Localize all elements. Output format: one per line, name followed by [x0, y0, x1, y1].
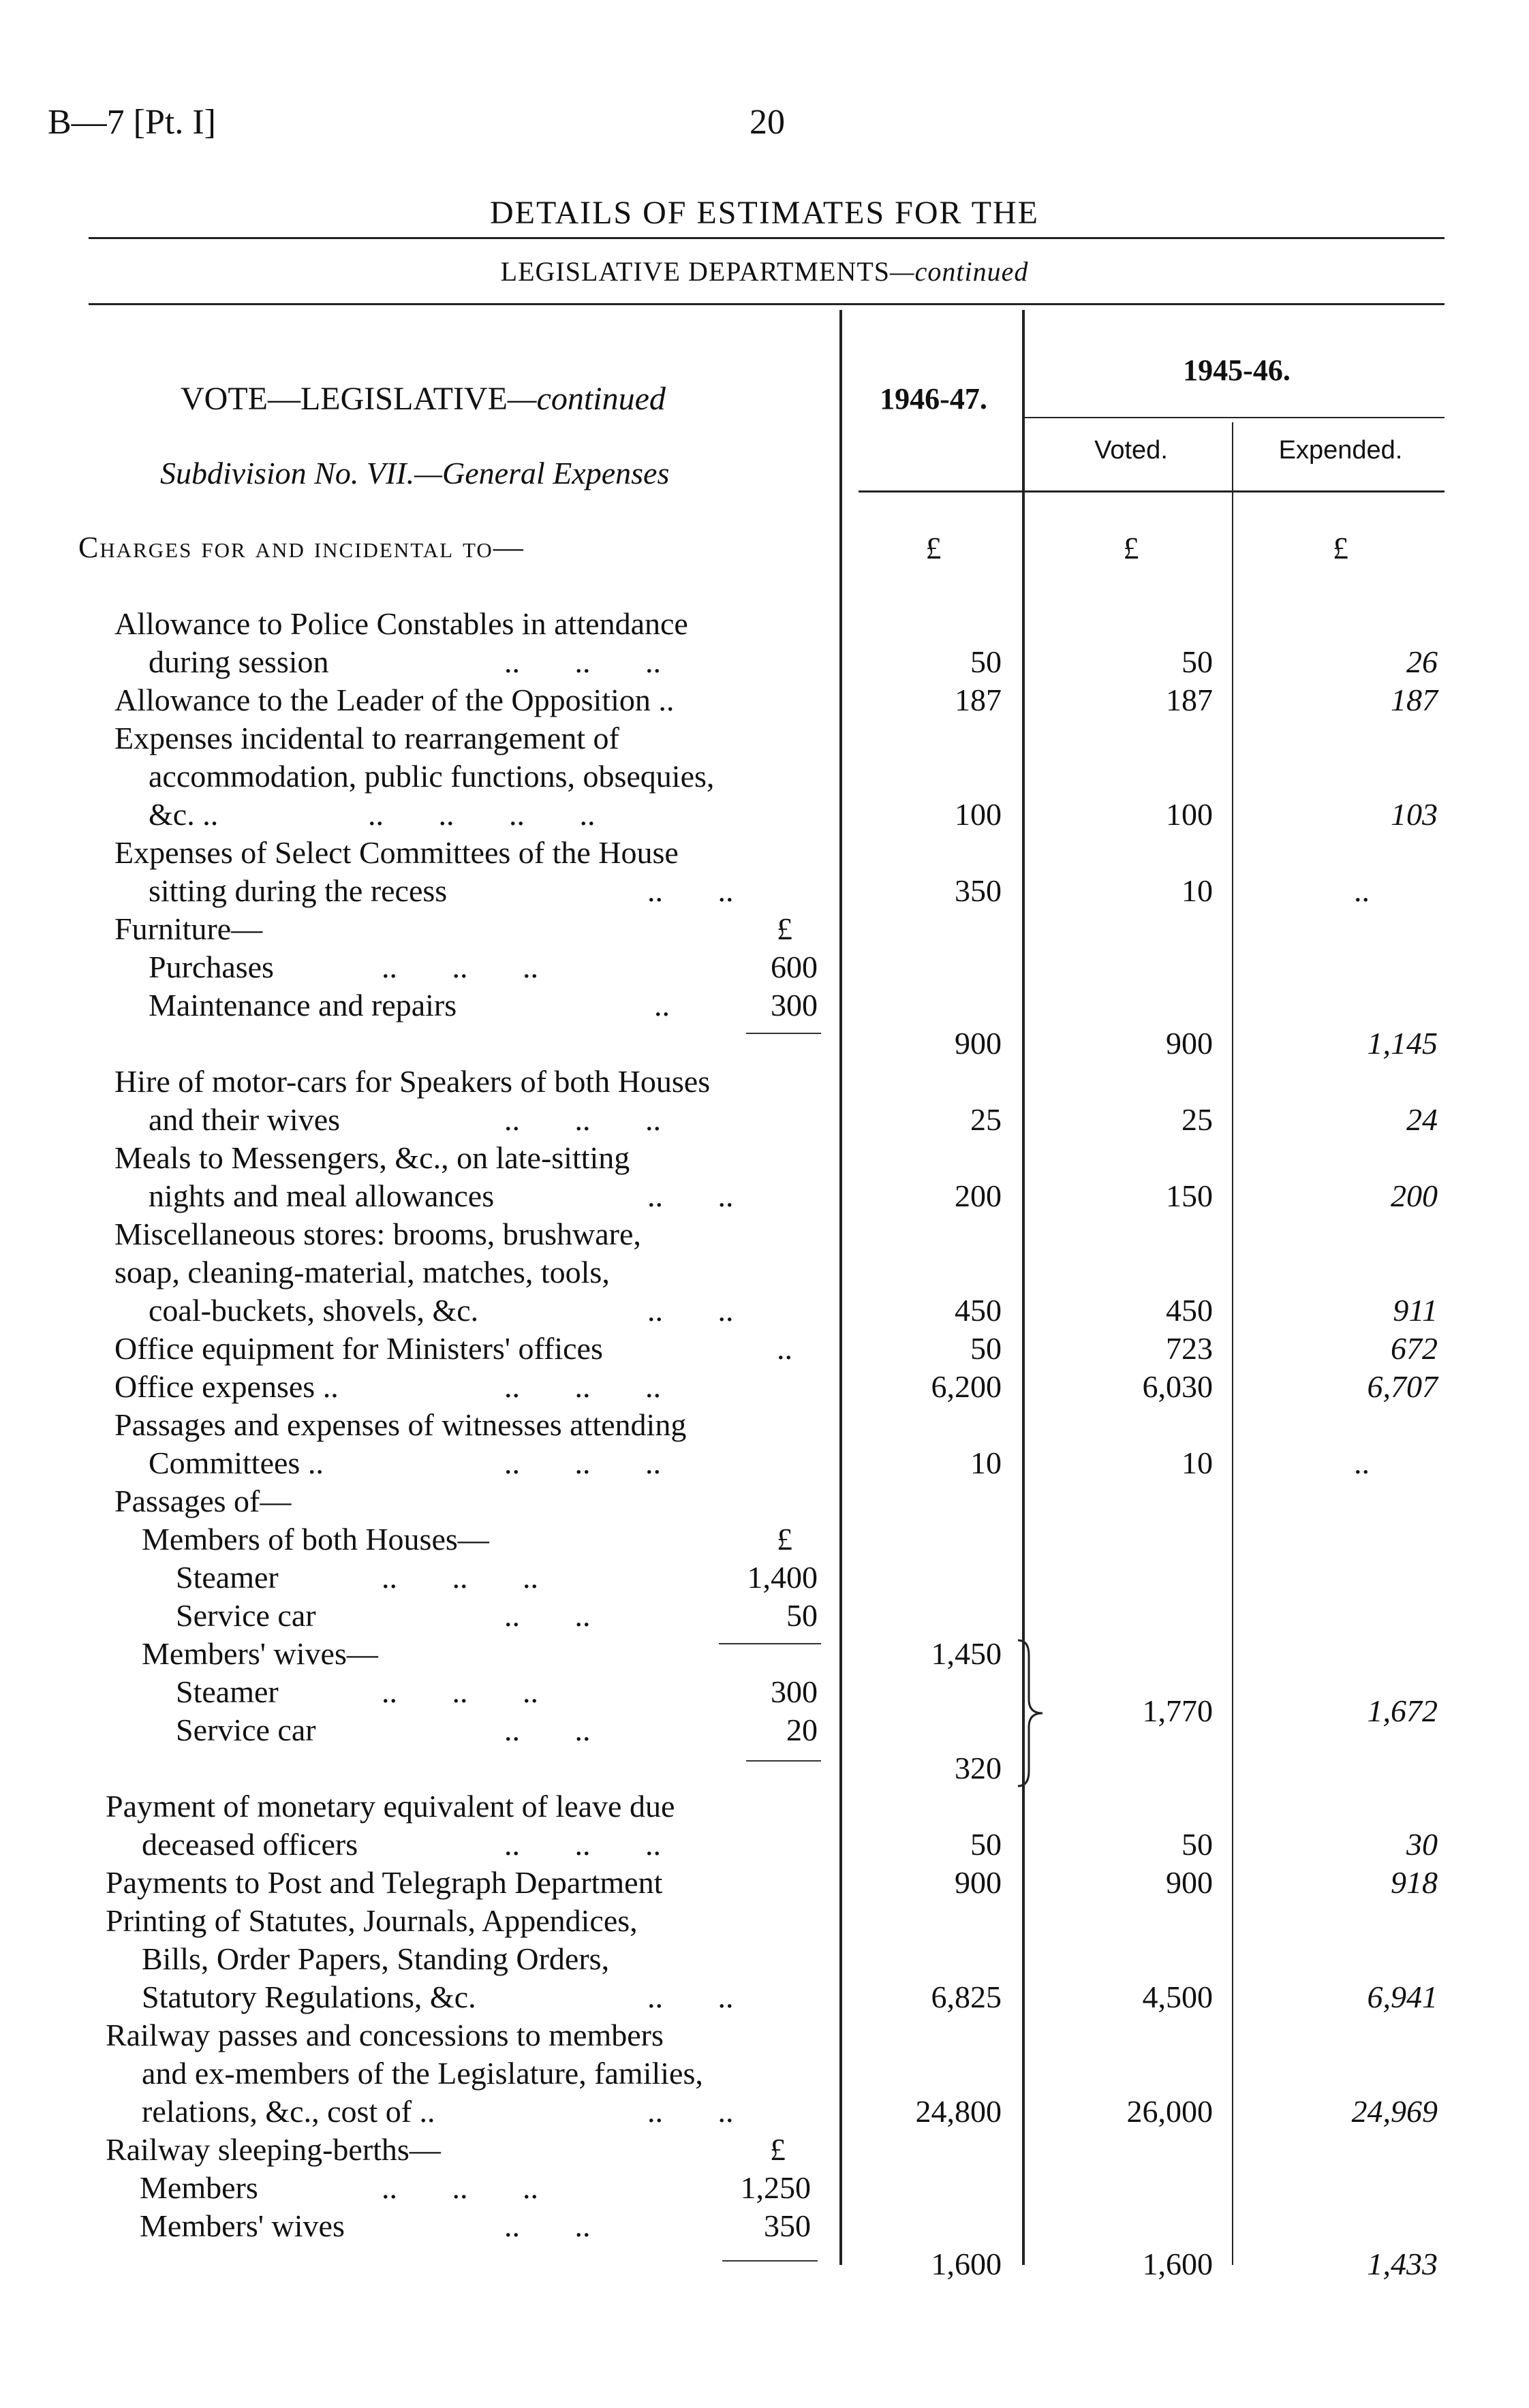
est-printing: 6,825	[931, 1980, 1002, 2014]
line-passages-members-steamer: Steamer	[176, 1560, 279, 1595]
line-leave: Payment of monetary equivalent of leave due	[106, 1789, 675, 1824]
passages-wives-steamer-amount: 300	[771, 1674, 818, 1709]
line-berths: Railway sleeping-berths—	[106, 2132, 441, 2167]
inner-currency: £	[777, 1522, 792, 1557]
subtitle-rule	[89, 303, 1445, 305]
column-header-expended: Expended.	[1278, 436, 1403, 465]
voted-select: 10	[1182, 873, 1213, 908]
page-number: 20	[750, 103, 785, 142]
exp-printing: 6,941	[1367, 1980, 1438, 2014]
line-railway-cont2: relations, &c., cost of ..	[142, 2094, 435, 2129]
line-passages-members: Members of both Houses—	[142, 1522, 489, 1557]
leader-dots: .. .. .. ..	[368, 797, 596, 832]
inner-currency: £	[770, 2132, 786, 2167]
line-printing-cont2: Statutory Regulations, &c.	[142, 1980, 476, 2014]
exp-furniture: 1,145	[1367, 1026, 1438, 1061]
charges-heading: Charges for and incidental to—	[78, 531, 525, 564]
line-stores-cont: soap, cleaning-material, matches, tools,	[114, 1255, 610, 1289]
exp-rearrange: 103	[1391, 797, 1438, 832]
subtotal-rule	[719, 1643, 821, 1644]
leader-dots: .. .. ..	[504, 1827, 661, 1862]
voted-meals: 150	[1166, 1178, 1213, 1213]
line-berths-wives: Members' wives	[140, 2208, 345, 2243]
line-stores-cont2: coal-buckets, shovels, &c.	[149, 1293, 479, 1328]
leader-dots: .. .. ..	[382, 950, 538, 984]
voted-berths: 1,600	[1142, 2247, 1213, 2281]
est-opposition: 187	[955, 683, 1002, 717]
exp-motorcars: 24	[1406, 1102, 1438, 1137]
line-passages-wives-car: Service car	[176, 1713, 316, 1747]
line-motorcars-cont: and their wives	[149, 1102, 341, 1137]
exp-berths: 1,433	[1367, 2247, 1438, 2281]
leader-dots: .. ..	[647, 873, 734, 908]
exp-police: 26	[1406, 644, 1438, 679]
line-witnesses-cont: Committees ..	[149, 1445, 324, 1480]
passages-wives-car-amount: 20	[786, 1713, 818, 1747]
line-passages: Passages of—	[114, 1484, 292, 1518]
prior-year-rule	[1022, 417, 1445, 418]
line-passages-wives-steamer: Steamer	[176, 1674, 279, 1709]
est-motorcars: 25	[970, 1102, 1002, 1137]
leader-dots: .. .. ..	[504, 1445, 661, 1480]
leader-dots: ..	[654, 988, 670, 1022]
column-divider-voted	[1232, 422, 1233, 2265]
exp-post: 918	[1391, 1865, 1438, 1900]
est-furniture: 900	[955, 1026, 1002, 1061]
subdivision-heading: Subdivision No. VII.—General Expenses	[160, 456, 670, 490]
exp-opposition: 187	[1391, 683, 1438, 717]
leader-dots: .. .. ..	[382, 1560, 538, 1595]
exp-railway: 24,969	[1351, 2094, 1438, 2129]
line-berths-members: Members	[140, 2170, 258, 2205]
voted-furniture: 900	[1166, 1026, 1213, 1061]
berths-members-amount: 1,250	[740, 2170, 811, 2205]
line-witnesses: Passages and expenses of witnesses attending	[114, 1407, 687, 1442]
leader-dots: .. ..	[647, 2094, 734, 2129]
est-post: 900	[955, 1865, 1002, 1900]
line-passages-wives: Members' wives—	[142, 1636, 378, 1671]
document-reference: B—7 [Pt. I]	[48, 103, 216, 142]
furniture-maintenance-amount: 300	[771, 988, 818, 1022]
leader-dots: .. .. ..	[382, 2170, 538, 2205]
line-motorcars: Hire of motor-cars for Speakers of both Houses	[114, 1064, 711, 1099]
exp-office: 6,707	[1367, 1369, 1438, 1404]
voted-railway: 26,000	[1126, 2094, 1213, 2129]
leader-dots: .. ..	[647, 1178, 734, 1213]
leader-dots: .. ..	[647, 1293, 734, 1328]
column-header-estimate: 1946-47.	[880, 382, 987, 416]
voted-opposition: 187	[1166, 683, 1213, 717]
berths-wives-amount: 350	[764, 2208, 811, 2243]
leader-dots: .. .. ..	[504, 1102, 661, 1137]
est-rearrange: 100	[955, 797, 1002, 832]
subtotal-rule	[746, 1760, 821, 1762]
title-rule	[89, 237, 1445, 239]
voted-rearrange: 100	[1166, 797, 1213, 832]
line-select-cont: sitting during the recess	[149, 873, 448, 908]
column-header-rule	[859, 490, 1445, 492]
voted-stores: 450	[1166, 1293, 1213, 1328]
line-leave-cont: deceased officers	[142, 1827, 358, 1862]
leader-dots: .. .. ..	[382, 1674, 538, 1709]
line-rearrange-cont: accommodation, public functions, obsequies,	[149, 759, 715, 794]
line-railway-cont: and ex-members of the Legislature, families,	[142, 2056, 703, 2091]
exp-meals: 200	[1391, 1178, 1438, 1213]
line-police: Allowance to Police Constables in attendance	[114, 606, 688, 641]
inner-currency: £	[777, 911, 792, 946]
voted-motorcars: 25	[1182, 1102, 1213, 1137]
vote-heading: VOTE—LEGISLATIVE—continued	[181, 381, 666, 417]
exp-equipment: 672	[1391, 1331, 1438, 1366]
line-meals: Meals to Messengers, &c., on late-sitting	[114, 1140, 630, 1175]
line-police-cont: during session	[149, 644, 329, 679]
line-stores: Miscellaneous stores: brooms, brushware,	[114, 1217, 641, 1251]
est-railway: 24,800	[915, 2094, 1002, 2129]
leader-dots: .. ..	[504, 1713, 591, 1747]
line-furniture: Furniture—	[114, 911, 263, 946]
exp-witnesses: ..	[1354, 1445, 1370, 1480]
exp-stores: 911	[1393, 1293, 1438, 1328]
line-printing-cont: Bills, Order Papers, Standing Orders,	[142, 1941, 610, 1976]
exp-leave: 30	[1406, 1827, 1438, 1862]
leader-dots: .. ..	[504, 1598, 591, 1633]
est-passages-members: 1,450	[931, 1636, 1002, 1671]
est-passages-wives: 320	[955, 1751, 1002, 1785]
passages-members-car-amount: 50	[786, 1598, 818, 1633]
voted-witnesses: 10	[1182, 1445, 1213, 1480]
column-header-voted: Voted.	[1094, 436, 1168, 465]
est-leave: 50	[970, 1827, 1002, 1862]
column-header-prior-year: 1945-46.	[1183, 354, 1291, 387]
voted-police: 50	[1182, 644, 1213, 679]
leader-dots: .. ..	[647, 1980, 734, 2014]
line-select: Expenses of Select Committees of the House	[114, 835, 679, 870]
page-title: DETAILS OF ESTIMATES FOR THE	[490, 195, 1039, 231]
line-printing: Printing of Statutes, Journals, Appendices,	[106, 1903, 638, 1938]
voted-leave: 50	[1182, 1827, 1213, 1862]
line-post: Payments to Post and Telegraph Department	[106, 1865, 663, 1900]
line-meals-cont: nights and meal allowances	[149, 1178, 495, 1213]
exp-passages: 1,672	[1367, 1693, 1438, 1728]
leader-dots: .. ..	[504, 2208, 591, 2243]
currency-expended: £	[1333, 531, 1348, 565]
exp-select: ..	[1354, 873, 1370, 908]
passages-members-steamer-amount: 1,400	[747, 1560, 818, 1595]
est-office: 6,200	[931, 1369, 1002, 1404]
subtotal-rule	[722, 2260, 818, 2262]
currency-voted: £	[1123, 531, 1139, 565]
line-rearrange: Expenses incidental to rearrangement of	[114, 721, 619, 755]
currency-estimate: £	[925, 531, 942, 565]
column-divider-estimate	[1022, 310, 1025, 2265]
est-equipment: 50	[970, 1331, 1002, 1366]
section-subtitle: LEGISLATIVE DEPARTMENTS—continued	[500, 256, 1029, 287]
est-select: 350	[955, 873, 1002, 908]
leader-dots: .. .. ..	[504, 644, 661, 679]
column-divider-left	[839, 310, 842, 2265]
leader-dots: .. .. ..	[504, 1369, 661, 1404]
voted-passages: 1,770	[1142, 1693, 1213, 1728]
line-furniture-purchases: Purchases	[149, 950, 274, 984]
line-passages-members-car: Service car	[176, 1598, 316, 1633]
leader-dots: ..	[777, 1331, 792, 1366]
voted-printing: 4,500	[1142, 1980, 1213, 2014]
furniture-purchases-amount: 600	[771, 950, 818, 984]
est-stores: 450	[955, 1293, 1002, 1328]
est-berths: 1,600	[931, 2247, 1002, 2281]
line-equipment: Office equipment for Ministers' offices	[114, 1331, 603, 1366]
voted-post: 900	[1166, 1865, 1213, 1900]
voted-office: 6,030	[1142, 1369, 1213, 1404]
voted-equipment: 723	[1166, 1331, 1213, 1366]
est-witnesses: 10	[970, 1445, 1002, 1480]
line-rearrange-cont2: &c. ..	[149, 797, 219, 832]
line-opposition: Allowance to the Leader of the Opposition ..	[114, 683, 675, 717]
est-police: 50	[970, 644, 1002, 679]
line-railway: Railway passes and concessions to members	[106, 2018, 664, 2052]
est-meals: 200	[955, 1178, 1002, 1213]
line-office: Office expenses ..	[114, 1369, 339, 1404]
line-furniture-maintenance: Maintenance and repairs	[149, 988, 457, 1022]
subtotal-rule	[746, 1033, 821, 1034]
